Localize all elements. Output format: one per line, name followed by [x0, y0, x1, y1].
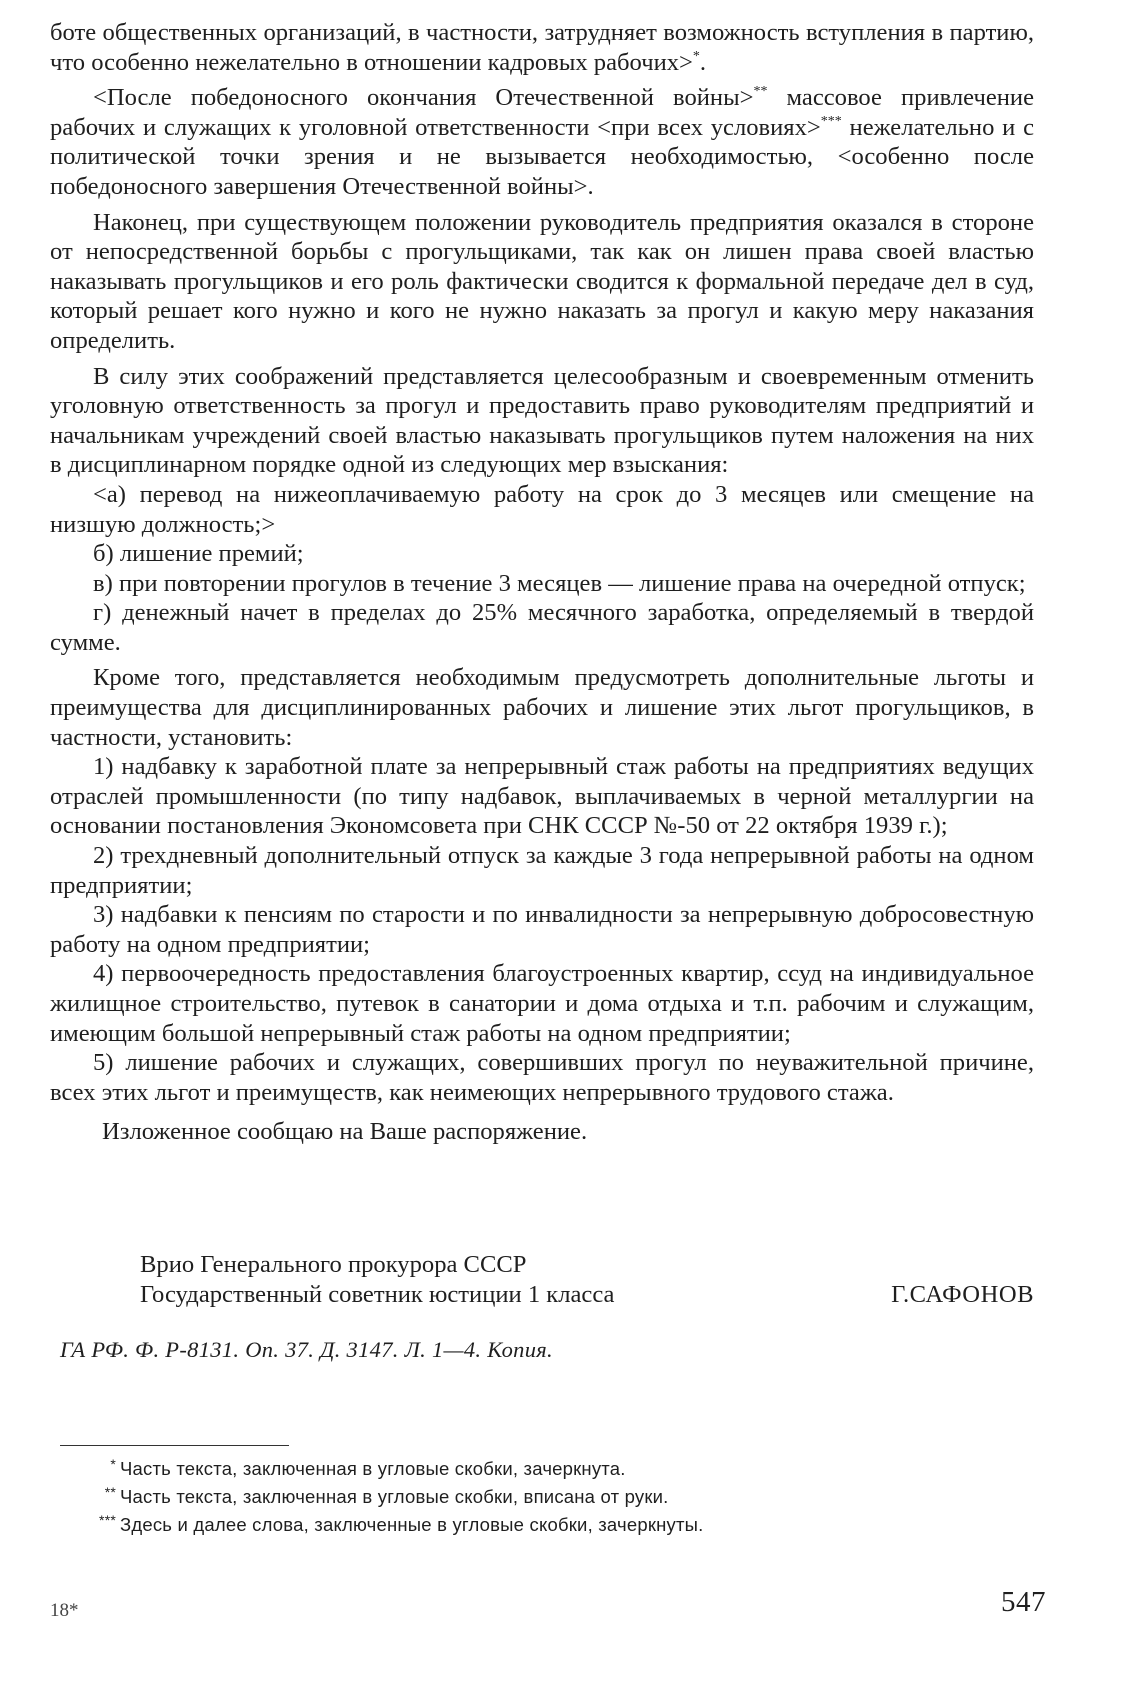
paragraph-continuation: боте общественных организаций, в частности, затрудняет возможность вступления в партию, что особенно нежелательно в отношении кадровых рабочих>*. — [50, 19, 1034, 76]
archive-reference: ГА РФ. Ф. Р-8131. Оп. 37. Д. 3147. Л. 1—4. Копия. — [60, 1337, 553, 1362]
footnote-2: ** Часть текста, заключенная в угловые скобки, вписана от руки. — [104, 1484, 669, 1507]
page-number: 547 — [1001, 1586, 1046, 1618]
footnote-text: Часть текста, заключенная в угловые скобки, вписана от руки. — [120, 1486, 669, 1507]
signature-block — [140, 1250, 1034, 1310]
list-item-1: 1) надбавку к заработной плате за непрерывный стаж работы на предприятиях ведущих отраслей промышленности (по типу надбавок, выплачиваемых в черной металлургии на основании постановления Экономсовета при СНК СССР №-50 от 22 октября 1939 г.); — [50, 753, 1034, 840]
list-item-3: 3) надбавки к пенсиям по старости и по инвалидности за непрерывную добросовестную работу на одном предприятии; — [50, 901, 1034, 958]
list-item-g: г) денежный начет в пределах до 25% месячного заработка, определяемый в твердой сумме. — [50, 599, 1034, 656]
paragraph-war: <После победоносного окончания Отечественной войны>** массовое привлечение рабочих и служащих к уголовной ответственности <при всех условиях>*** нежелательно и с политической точки зрения и не вызывается необходимостью, <особенно после победоносного завершения Отечественной войны>. — [50, 84, 1034, 200]
list-item-2: 2) трехдневный дополнительный отпуск за каждые 3 года непрерывной работы на одном предприятии; — [50, 842, 1034, 899]
list-item-v: в) при повторении прогулов в течение 3 месяцев — лишение права на очередной отпуск; — [93, 569, 1026, 597]
footnote-3: *** Здесь и далее слова, заключенные в угловые скобки, зачеркнуты. — [99, 1512, 704, 1535]
printer-signature-mark: 18* — [50, 1600, 79, 1621]
list-item-4: 4) первоочередность предоставления благоустроенных квартир, ссуд на индивидуальное жилищное строительство, путевок в санатории и дома отдыха и т.п. рабочим и служащим, имеющим большой непрерывный стаж работы на одном предприятии; — [50, 960, 1034, 1047]
signatory-position: Врио Генерального прокурора СССР — [140, 1251, 527, 1278]
footnote-divider — [60, 1445, 289, 1446]
list-item-b: б) лишение премий; — [93, 540, 304, 568]
footnote-ref-1: * — [692, 48, 700, 64]
footnote-ref-2: ** — [753, 84, 768, 100]
footnote-text: Здесь и далее слова, заключенные в угловые скобки, зачеркнуты. — [120, 1514, 704, 1535]
closing-line: Изложенное сообщаю на Ваше распоряжение. — [102, 1118, 588, 1146]
list-item-5: 5) лишение рабочих и служащих, совершивших прогул по неуважительной причине, всех этих льгот и преимуществ, как неимеющих непрерывного трудового стажа. — [50, 1049, 1034, 1106]
paragraph-benefits: Кроме того, представляется необходимым предусмотреть дополнительные льготы и преимущества для дисциплинированных рабочих и лишение этих льгот прогульщиков, в частности, установить: — [50, 664, 1034, 751]
signatory-rank: Государственный советник юстиции 1 класса — [140, 1281, 615, 1308]
paragraph-proposal: В силу этих соображений представляется целесообразным и своевременным отменить уголовную ответственность за прогул и предоставить право руководителям предприятий и начальникам учреждений своей властью наказывать прогульщиков путем наложения на них в дисциплинарном порядке одной из следующих мер взыскания: — [50, 362, 1034, 479]
paragraph-manager: Наконец, при существующем положении руководитель предприятия оказался в стороне от непосредственной борьбы с прогульщиками, так как он лишен права своей властью наказывать прогульщиков и его роль фактически сводится к формальной передаче дел в суд, который решает кого нужно и кого не нужно наказать за прогул и какую меру наказания определить. — [50, 208, 1034, 354]
footnote-text: Часть текста, заключенная в угловые скобки, зачеркнута. — [120, 1458, 626, 1479]
footnote-1: * Часть текста, заключенная в угловые скобки, зачеркнута. — [110, 1456, 626, 1479]
signatory-name: Г.САФОНОВ — [891, 1281, 1034, 1308]
list-item-a: <а) перевод на нижеоплачиваемую работу на срок до 3 месяцев или смещение на низшую должность;> — [50, 480, 1034, 538]
body-text — [50, 18, 1034, 1147]
footnote-ref-3: *** — [820, 113, 842, 129]
footnotes — [60, 1455, 960, 1539]
